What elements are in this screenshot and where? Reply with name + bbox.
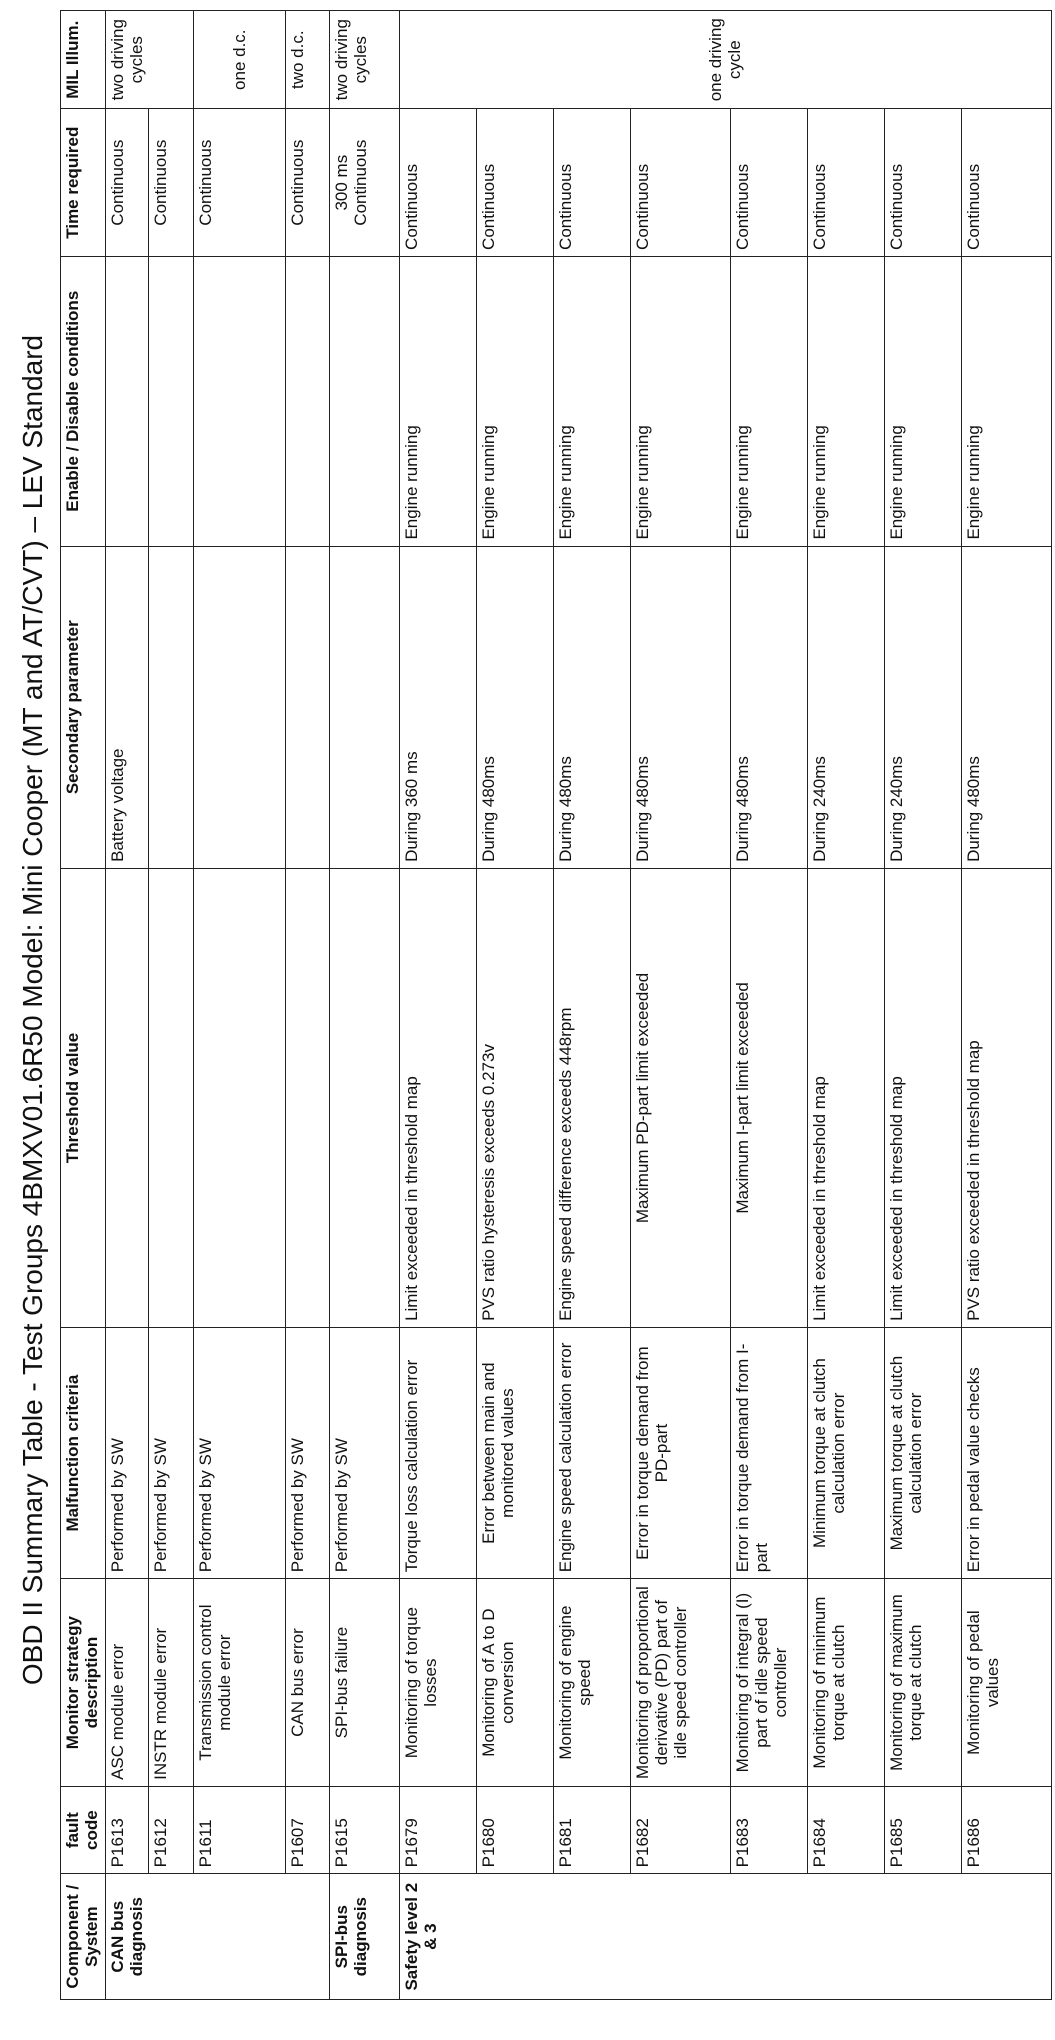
component-cell-empty — [807, 1874, 884, 2000]
mil-cell: two driving cycles — [106, 11, 194, 109]
enable-cell — [148, 256, 193, 546]
enable-cell — [329, 256, 399, 546]
table-row — [807, 11, 884, 2000]
time-cell: Continuous — [193, 109, 285, 257]
threshold-cell: Maximum PD-part limit exceeded — [630, 868, 730, 1327]
component-cell: SPI-bus diagnosis — [329, 1874, 399, 2000]
monitor-cell: Monitoring of A to D conversion — [476, 1579, 553, 1787]
secondary-cell — [329, 546, 399, 868]
time-cell: Continuous — [285, 109, 329, 257]
monitor-cell: ASC module error — [106, 1579, 149, 1787]
monitor-cell: SPI-bus failure — [329, 1579, 399, 1787]
component-cell-empty — [730, 1874, 807, 2000]
enable-cell: Engine running — [961, 256, 1051, 546]
header-malfunction-criteria: Malfunction criteria — [61, 1327, 106, 1578]
component-cell-empty — [285, 1874, 329, 2000]
table-row — [961, 11, 1051, 2000]
secondary-cell — [148, 546, 193, 868]
fault-code-cell: P1679 — [399, 1786, 476, 1873]
table-row — [630, 11, 730, 2000]
header-time-required: Time required — [61, 109, 106, 257]
threshold-cell: Maximum I-part limit exceeded — [730, 868, 807, 1327]
threshold-cell: Engine speed difference exceeds 448rpm — [553, 868, 630, 1327]
component-cell-empty — [630, 1874, 730, 2000]
time-cell: Continuous — [807, 109, 884, 257]
secondary-cell — [193, 546, 285, 868]
table-row — [193, 11, 285, 2000]
enable-cell: Engine running — [476, 256, 553, 546]
table-row — [329, 11, 399, 2000]
threshold-cell: Limit exceeded in threshold map — [399, 868, 476, 1327]
threshold-cell: PVS ratio exceeded in threshold map — [961, 868, 1051, 1327]
secondary-cell: During 480ms — [730, 546, 807, 868]
component-cell-empty — [148, 1874, 193, 2000]
fault-code-cell: P1683 — [730, 1786, 807, 1873]
monitor-cell: Monitoring of pedal values — [961, 1579, 1051, 1787]
threshold-cell: Limit exceeded in threshold map — [884, 868, 961, 1327]
malfunction-cell: Torque loss calculation error — [399, 1327, 476, 1578]
obd-summary-table — [60, 10, 1052, 2000]
component-cell-empty — [884, 1874, 961, 2000]
fault-code-cell: P1680 — [476, 1786, 553, 1873]
malfunction-cell: Minimum torque at clutch calculation error — [807, 1327, 884, 1578]
time-cell: Continuous — [553, 109, 630, 257]
enable-cell — [106, 256, 149, 546]
monitor-cell: Monitoring of minimum torque at clutch — [807, 1579, 884, 1787]
enable-cell: Engine running — [807, 256, 884, 546]
threshold-cell — [329, 868, 399, 1327]
malfunction-cell: Performed by SW — [193, 1327, 285, 1578]
time-cell: Continuous — [630, 109, 730, 257]
secondary-cell: During 480ms — [553, 546, 630, 868]
table-row — [148, 11, 193, 2000]
component-cell-empty — [961, 1874, 1051, 2000]
page-title: OBD II Summary Table - Test Groups 4BMXV01.6R50 Model: Mini Cooper (MT and AT/CVT) – LEV Standard — [17, 334, 48, 1686]
monitor-cell: Monitoring of proportional derivative (PD) part of idle speed controller — [630, 1579, 730, 1787]
secondary-cell: During 480ms — [961, 546, 1051, 868]
table-row — [553, 11, 630, 2000]
monitor-cell: CAN bus error — [285, 1579, 329, 1787]
header-secondary-parameter: Secondary parameter — [61, 546, 106, 868]
mil-cell: one d.c. — [193, 11, 285, 109]
time-cell: Continuous — [148, 109, 193, 257]
time-cell: Continuous — [399, 109, 476, 257]
secondary-cell: During 480ms — [476, 546, 553, 868]
fault-code-cell: P1686 — [961, 1786, 1051, 1873]
threshold-cell: PVS ratio hysteresis exceeds 0.273v — [476, 868, 553, 1327]
enable-cell: Engine running — [884, 256, 961, 546]
malfunction-cell: Engine speed calculation error — [553, 1327, 630, 1578]
secondary-cell: During 240ms — [884, 546, 961, 868]
header-monitor-strategy: Monitor strategy description — [61, 1579, 106, 1787]
secondary-cell — [285, 546, 329, 868]
secondary-cell: Battery voltage — [106, 546, 149, 868]
enable-cell: Engine running — [630, 256, 730, 546]
time-cell: Continuous — [730, 109, 807, 257]
component-cell: Safety level 2 & 3 — [399, 1874, 476, 2000]
time-cell: Continuous — [884, 109, 961, 257]
malfunction-cell: Performed by SW — [106, 1327, 149, 1578]
component-cell-empty — [553, 1874, 630, 2000]
monitor-cell: Monitoring of torque losses — [399, 1579, 476, 1787]
fault-code-cell: P1612 — [148, 1786, 193, 1873]
secondary-cell: During 360 ms — [399, 546, 476, 868]
component-cell-empty — [193, 1874, 285, 2000]
component-cell: CAN bus diagnosis — [106, 1874, 149, 2000]
enable-cell: Engine running — [399, 256, 476, 546]
threshold-cell — [193, 868, 285, 1327]
malfunction-cell: Performed by SW — [148, 1327, 193, 1578]
mil-cell: two d.c. — [285, 11, 329, 109]
header-mil-illum: MIL Illum. — [61, 11, 106, 109]
time-cell: 300 ms Continuous — [329, 109, 399, 257]
fault-code-cell: P1611 — [193, 1786, 285, 1873]
mil-cell: two driving cycles — [329, 11, 399, 109]
table-row — [884, 11, 961, 2000]
threshold-cell — [148, 868, 193, 1327]
enable-cell: Engine running — [553, 256, 630, 546]
monitor-cell: INSTR module error — [148, 1579, 193, 1787]
table-row — [476, 11, 553, 2000]
monitor-cell: Monitoring of integral (I) part of idle speed controller — [730, 1579, 807, 1787]
table-row — [285, 11, 329, 2000]
header-fault-code: fault code — [61, 1786, 106, 1873]
monitor-cell: Monitoring of maximum torque at clutch — [884, 1579, 961, 1787]
fault-code-cell: P1684 — [807, 1786, 884, 1873]
threshold-cell: Limit exceeded in threshold map — [807, 868, 884, 1327]
threshold-cell — [106, 868, 149, 1327]
fault-code-cell: P1615 — [329, 1786, 399, 1873]
monitor-cell: Monitoring of engine speed — [553, 1579, 630, 1787]
malfunction-cell: Performed by SW — [329, 1327, 399, 1578]
fault-code-cell: P1607 — [285, 1786, 329, 1873]
mil-cell: one driving cycle — [399, 11, 1051, 109]
fault-code-cell: P1613 — [106, 1786, 149, 1873]
malfunction-cell: Maximum torque at clutch calculation error — [884, 1327, 961, 1578]
enable-cell — [193, 256, 285, 546]
header-enable-conditions: Enable / Disable conditions — [61, 256, 106, 546]
fault-code-cell: P1681 — [553, 1786, 630, 1873]
malfunction-cell: Error between main and monitored values — [476, 1327, 553, 1578]
header-row — [61, 11, 106, 2000]
table-row — [106, 11, 149, 2000]
component-cell-empty — [476, 1874, 553, 2000]
time-cell: Continuous — [961, 109, 1051, 257]
header-component: Component / System — [61, 1874, 106, 2000]
fault-code-cell: P1682 — [630, 1786, 730, 1873]
enable-cell — [285, 256, 329, 546]
malfunction-cell: Error in torque demand from I-part — [730, 1327, 807, 1578]
malfunction-cell: Error in pedal value checks — [961, 1327, 1051, 1578]
secondary-cell: During 480ms — [630, 546, 730, 868]
time-cell: Continuous — [106, 109, 149, 257]
malfunction-cell: Performed by SW — [285, 1327, 329, 1578]
time-cell: Continuous — [476, 109, 553, 257]
secondary-cell: During 240ms — [807, 546, 884, 868]
threshold-cell — [285, 868, 329, 1327]
monitor-cell: Transmission control module error — [193, 1579, 285, 1787]
fault-code-cell: P1685 — [884, 1786, 961, 1873]
header-threshold-value: Threshold value — [61, 868, 106, 1327]
malfunction-cell: Error in torque demand from PD-part — [630, 1327, 730, 1578]
enable-cell: Engine running — [730, 256, 807, 546]
table-row — [399, 11, 476, 2000]
table-row — [730, 11, 807, 2000]
